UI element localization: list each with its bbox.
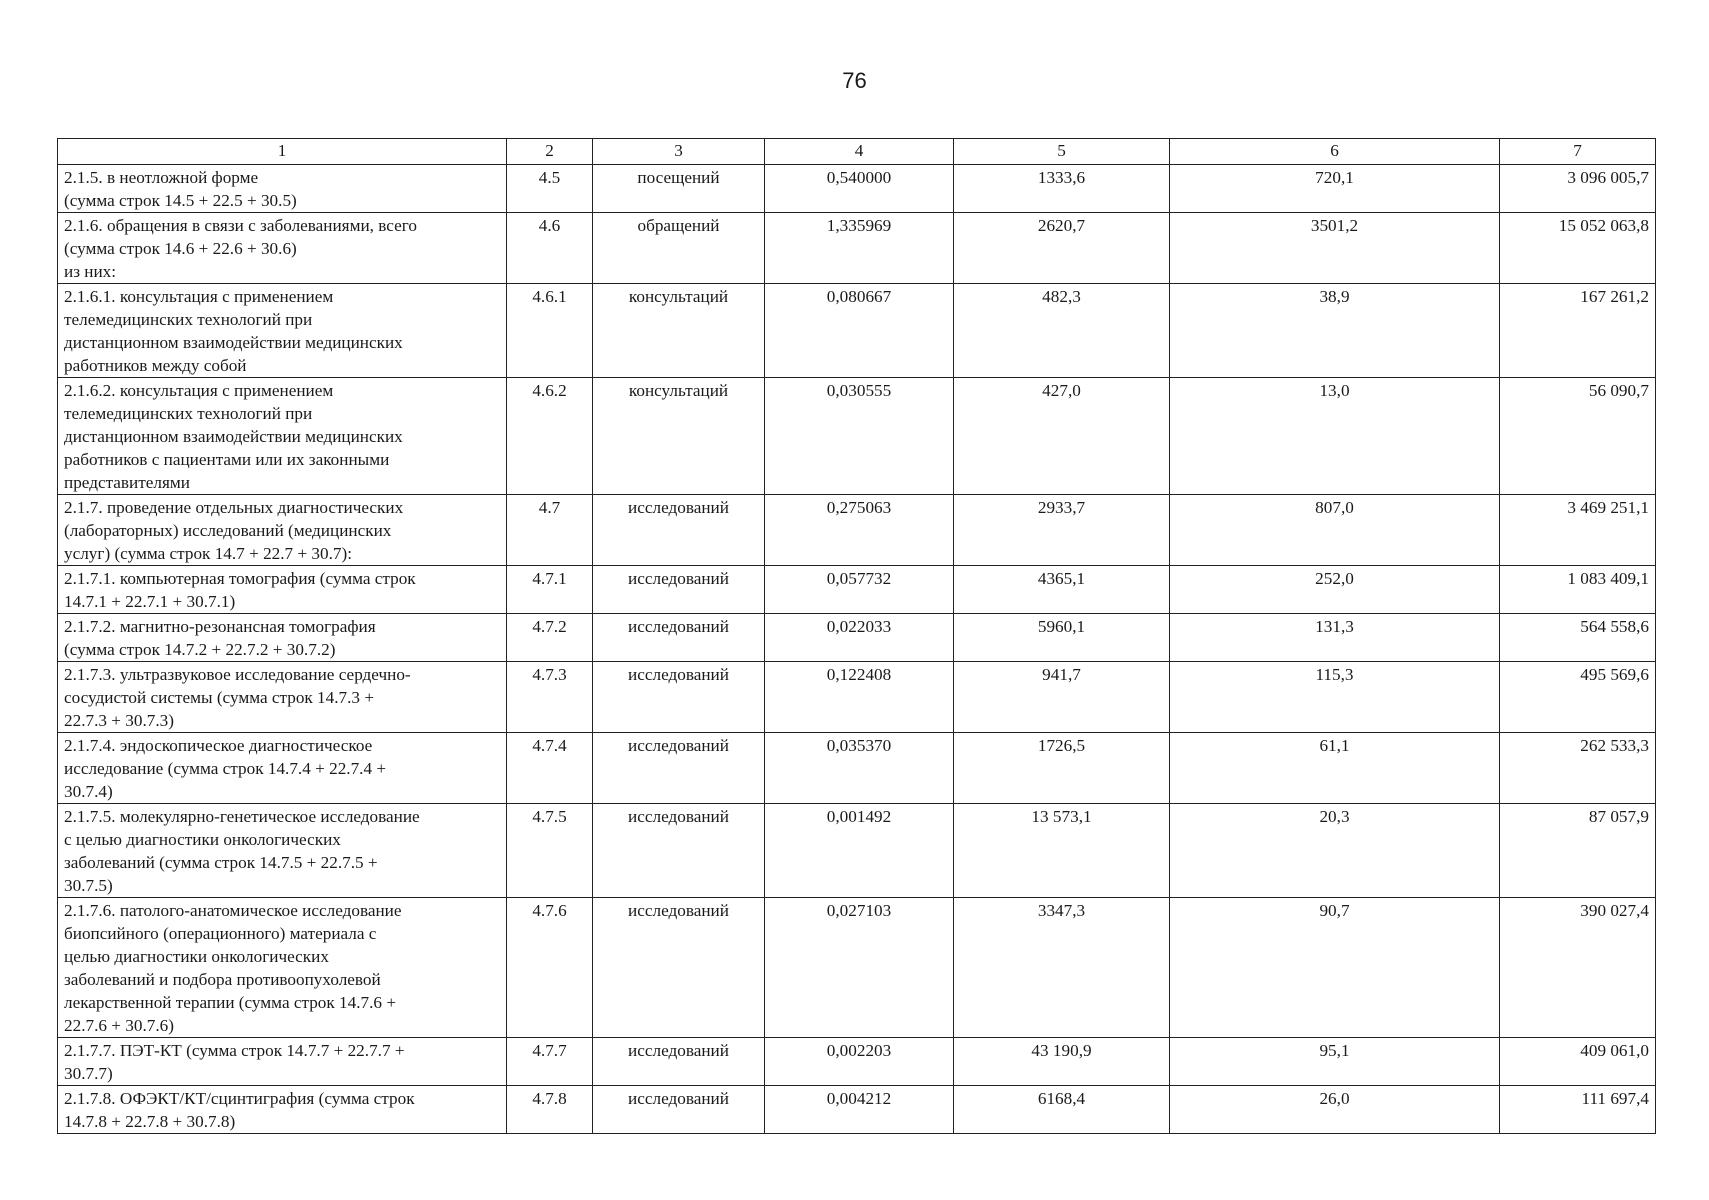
table-row	[58, 213, 1656, 284]
row-value-col4: 0,540000	[765, 165, 954, 213]
table-row	[58, 614, 1656, 662]
table-row	[58, 378, 1656, 495]
row-name-cell: 2.1.7.4. эндоскопическое диагностическое исследование (сумма строк 14.7.4 + 22.7.4 + 30.7.4)	[58, 733, 507, 804]
row-name-cell: 2.1.7.7. ПЭТ-КТ (сумма строк 14.7.7 + 22.7.7 + 30.7.7)	[58, 1038, 507, 1086]
row-value-col5: 2620,7	[954, 213, 1170, 284]
row-code-cell: 4.6.1	[507, 284, 593, 378]
row-value-col5: 482,3	[954, 284, 1170, 378]
row-value-col5: 43 190,9	[954, 1038, 1170, 1086]
row-value-col4: 0,122408	[765, 662, 954, 733]
row-value-col4: 0,080667	[765, 284, 954, 378]
row-value-col5: 5960,1	[954, 614, 1170, 662]
row-code-cell: 4.7.3	[507, 662, 593, 733]
row-name-cell: 2.1.7.1. компьютерная томография (сумма строк 14.7.1 + 22.7.1 + 30.7.1)	[58, 566, 507, 614]
row-unit-cell: исследований	[593, 898, 765, 1038]
header-col-5: 5	[954, 139, 1170, 165]
row-value-col4: 0,002203	[765, 1038, 954, 1086]
row-unit-cell: исследований	[593, 1086, 765, 1134]
row-value-col7: 56 090,7	[1500, 378, 1656, 495]
table-body	[58, 165, 1656, 1134]
row-name-cell: 2.1.5. в неотложной форме (сумма строк 14.5 + 22.5 + 30.5)	[58, 165, 507, 213]
table-row	[58, 165, 1656, 213]
table-row	[58, 804, 1656, 898]
row-value-col5: 13 573,1	[954, 804, 1170, 898]
row-value-col5: 3347,3	[954, 898, 1170, 1038]
table-row	[58, 898, 1656, 1038]
row-code-cell: 4.5	[507, 165, 593, 213]
row-value-col4: 0,275063	[765, 495, 954, 566]
row-value-col6: 61,1	[1170, 733, 1500, 804]
row-value-col6: 131,3	[1170, 614, 1500, 662]
row-value-col7: 495 569,6	[1500, 662, 1656, 733]
row-value-col5: 1333,6	[954, 165, 1170, 213]
row-value-col7: 3 096 005,7	[1500, 165, 1656, 213]
row-unit-cell: исследований	[593, 495, 765, 566]
row-value-col7: 3 469 251,1	[1500, 495, 1656, 566]
data-table	[57, 138, 1656, 1134]
row-value-col4: 0,035370	[765, 733, 954, 804]
header-col-6: 6	[1170, 139, 1500, 165]
row-value-col7: 390 027,4	[1500, 898, 1656, 1038]
row-value-col4: 0,004212	[765, 1086, 954, 1134]
row-value-col4: 0,030555	[765, 378, 954, 495]
header-row	[58, 139, 1656, 165]
row-value-col7: 409 061,0	[1500, 1038, 1656, 1086]
row-unit-cell: исследований	[593, 1038, 765, 1086]
row-value-col6: 252,0	[1170, 566, 1500, 614]
row-unit-cell: консультаций	[593, 378, 765, 495]
table-row	[58, 1086, 1656, 1134]
row-value-col7: 111 697,4	[1500, 1086, 1656, 1134]
row-code-cell: 4.7.4	[507, 733, 593, 804]
table-row	[58, 566, 1656, 614]
row-name-cell: 2.1.6. обращения в связи с заболеваниями, всего (сумма строк 14.6 + 22.6 + 30.6) из них:	[58, 213, 507, 284]
row-name-cell: 2.1.6.2. консультация с применением телемедицинских технологий при дистанционном взаимодействии медицинских работников с пациентами или их законными представителями	[58, 378, 507, 495]
header-col-2: 2	[507, 139, 593, 165]
row-value-col4: 0,001492	[765, 804, 954, 898]
header-col-3: 3	[593, 139, 765, 165]
page-number: 76	[842, 68, 867, 93]
row-value-col6: 90,7	[1170, 898, 1500, 1038]
row-code-cell: 4.7.6	[507, 898, 593, 1038]
header-col-1: 1	[58, 139, 507, 165]
table-row	[58, 662, 1656, 733]
row-value-col7: 87 057,9	[1500, 804, 1656, 898]
row-value-col5: 941,7	[954, 662, 1170, 733]
row-value-col6: 26,0	[1170, 1086, 1500, 1134]
row-value-col7: 167 261,2	[1500, 284, 1656, 378]
header-col-4: 4	[765, 139, 954, 165]
row-value-col4: 0,027103	[765, 898, 954, 1038]
row-value-col6: 115,3	[1170, 662, 1500, 733]
row-code-cell: 4.7.8	[507, 1086, 593, 1134]
row-unit-cell: обращений	[593, 213, 765, 284]
row-value-col7: 15 052 063,8	[1500, 213, 1656, 284]
row-unit-cell: исследований	[593, 662, 765, 733]
row-value-col5: 4365,1	[954, 566, 1170, 614]
row-value-col6: 13,0	[1170, 378, 1500, 495]
row-value-col7: 262 533,3	[1500, 733, 1656, 804]
row-unit-cell: исследований	[593, 566, 765, 614]
row-value-col4: 0,057732	[765, 566, 954, 614]
table-row	[58, 495, 1656, 566]
row-value-col5: 1726,5	[954, 733, 1170, 804]
row-value-col5: 6168,4	[954, 1086, 1170, 1134]
row-value-col6: 807,0	[1170, 495, 1500, 566]
row-code-cell: 4.6.2	[507, 378, 593, 495]
table-row	[58, 733, 1656, 804]
row-name-cell: 2.1.7.2. магнитно-резонансная томография (сумма строк 14.7.2 + 22.7.2 + 30.7.2)	[58, 614, 507, 662]
row-value-col4: 1,335969	[765, 213, 954, 284]
row-unit-cell: посещений	[593, 165, 765, 213]
header-col-7: 7	[1500, 139, 1656, 165]
row-code-cell: 4.7.5	[507, 804, 593, 898]
row-value-col6: 38,9	[1170, 284, 1500, 378]
row-unit-cell: исследований	[593, 614, 765, 662]
row-name-cell: 2.1.7. проведение отдельных диагностических (лабораторных) исследований (медицинских услуг) (сумма строк 14.7 + 22.7 + 30.7):	[58, 495, 507, 566]
row-value-col6: 3501,2	[1170, 213, 1500, 284]
row-name-cell: 2.1.7.8. ОФЭКТ/КТ/сцинтиграфия (сумма строк 14.7.8 + 22.7.8 + 30.7.8)	[58, 1086, 507, 1134]
row-value-col5: 2933,7	[954, 495, 1170, 566]
row-code-cell: 4.7	[507, 495, 593, 566]
row-name-cell: 2.1.6.1. консультация с применением телемедицинских технологий при дистанционном взаимодействии медицинских работников между собой	[58, 284, 507, 378]
table-row	[58, 284, 1656, 378]
row-code-cell: 4.6	[507, 213, 593, 284]
row-name-cell: 2.1.7.6. патолого-анатомическое исследование биопсийного (операционного) материала с целью диагностики онкологических заболеваний и подбора противоопухолевой лекарственной терапии (сумма строк 14.7.6 + 22.7.6 + 30.7.6)	[58, 898, 507, 1038]
row-code-cell: 4.7.1	[507, 566, 593, 614]
row-value-col6: 720,1	[1170, 165, 1500, 213]
row-unit-cell: исследований	[593, 733, 765, 804]
row-unit-cell: консультаций	[593, 284, 765, 378]
row-value-col6: 95,1	[1170, 1038, 1500, 1086]
row-code-cell: 4.7.7	[507, 1038, 593, 1086]
row-value-col7: 1 083 409,1	[1500, 566, 1656, 614]
row-unit-cell: исследований	[593, 804, 765, 898]
row-name-cell: 2.1.7.5. молекулярно-генетическое исследование с целью диагностики онкологических заболеваний (сумма строк 14.7.5 + 22.7.5 + 30.7.5)	[58, 804, 507, 898]
row-value-col6: 20,3	[1170, 804, 1500, 898]
row-code-cell: 4.7.2	[507, 614, 593, 662]
row-value-col7: 564 558,6	[1500, 614, 1656, 662]
row-value-col5: 427,0	[954, 378, 1170, 495]
row-name-cell: 2.1.7.3. ультразвуковое исследование сердечно- сосудистой системы (сумма строк 14.7.3 + 22.7.3 + 30.7.3)	[58, 662, 507, 733]
table-row	[58, 1038, 1656, 1086]
row-value-col4: 0,022033	[765, 614, 954, 662]
